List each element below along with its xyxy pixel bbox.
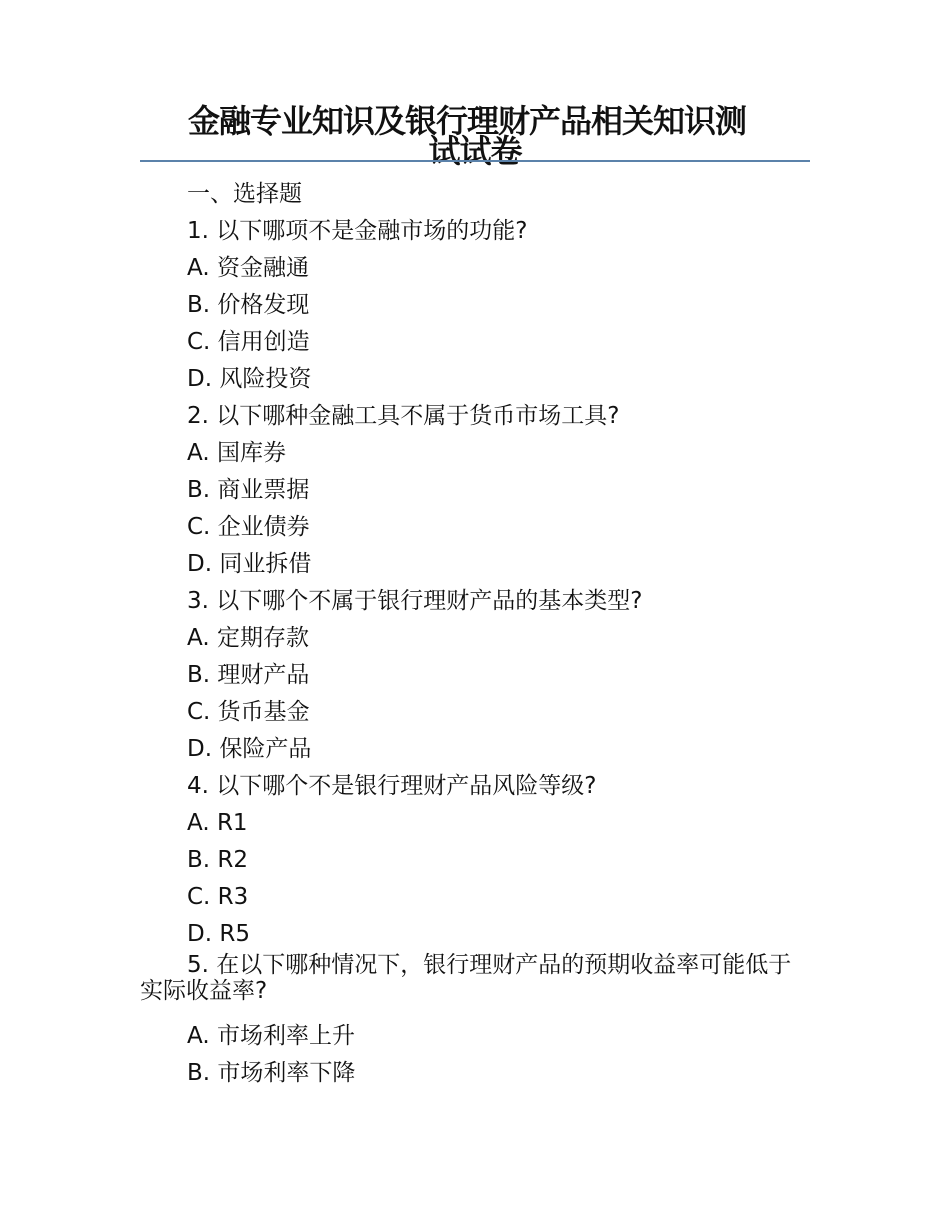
question-3-option-b: B. 理财产品 — [187, 662, 310, 688]
question-3-option-d: D. 保险产品 — [187, 736, 312, 762]
question-4-text: 4. 以下哪个不是银行理财产品风险等级? — [187, 773, 597, 799]
question-3-option-a: A. 定期存款 — [187, 625, 309, 651]
question-3-option-c: C. 货币基金 — [187, 699, 310, 725]
question-1-option-d: D. 风险投资 — [187, 366, 312, 392]
question-1-option-c: C. 信用创造 — [187, 329, 310, 355]
document-title — [140, 102, 810, 170]
title-line-2: 试试卷 — [428, 132, 522, 170]
question-2-text: 2. 以下哪种金融工具不属于货币市场工具? — [187, 403, 620, 429]
question-4-option-d: D. R5 — [187, 921, 250, 947]
question-4-option-a: A. R1 — [187, 810, 248, 836]
question-5-text: 5. 在以下哪种情况下，银行理财产品的预期收益率可能低于实际收益率? — [140, 952, 792, 1004]
question-4-option-b: B. R2 — [187, 847, 249, 873]
question-1-option-a: A. 资金融通 — [187, 255, 309, 281]
question-5-option-a: A. 市场利率上升 — [187, 1023, 355, 1049]
question-2-option-b: B. 商业票据 — [187, 477, 310, 503]
section-heading: 一、选择题 — [187, 181, 302, 207]
question-4-option-c: C. R3 — [187, 884, 249, 910]
question-3-text: 3. 以下哪个不属于银行理财产品的基本类型? — [187, 588, 643, 614]
question-2-option-a: A. 国库券 — [187, 440, 286, 466]
title-line-1: 金融专业知识及银行理财产品相关知识测 — [188, 102, 747, 140]
title-underline — [140, 160, 810, 162]
question-1-option-b: B. 价格发现 — [187, 292, 310, 318]
question-2-option-c: C. 企业债券 — [187, 514, 310, 540]
question-5-option-b: B. 市场利率下降 — [187, 1060, 356, 1086]
question-1-text: 1. 以下哪项不是金融市场的功能? — [187, 218, 528, 244]
question-2-option-d: D. 同业拆借 — [187, 551, 312, 577]
